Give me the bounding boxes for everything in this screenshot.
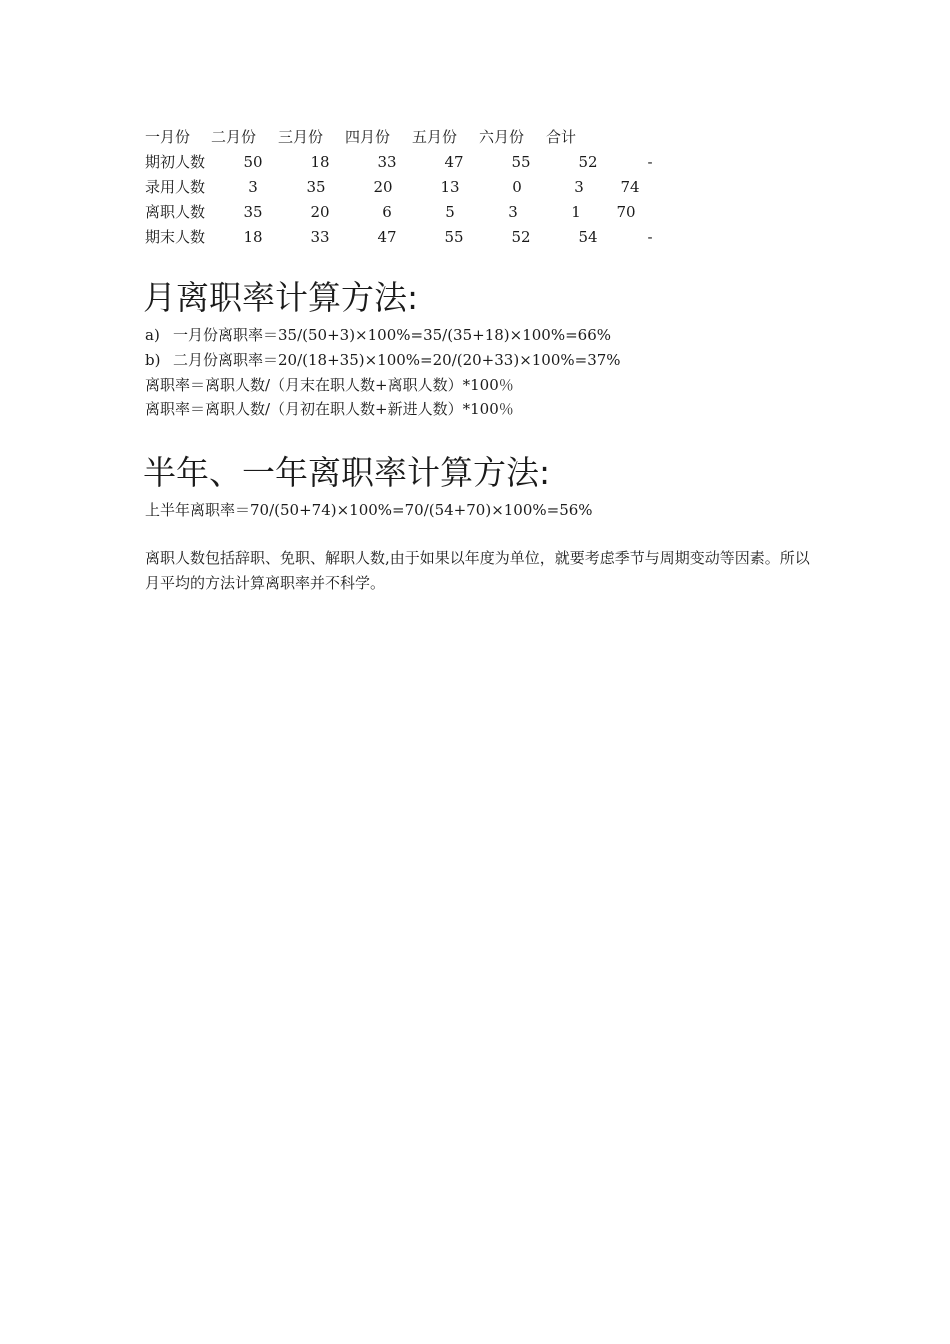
table-cell: 52: [578, 153, 598, 171]
table-cell: 18: [310, 153, 330, 171]
table-cell: 1: [571, 203, 581, 221]
column-header: 四月份: [345, 128, 391, 146]
table-cell: 5: [445, 203, 455, 221]
table-cell: 50: [243, 153, 263, 171]
column-header: 五月份: [412, 128, 458, 146]
table-cell: 0: [512, 178, 522, 196]
list-marker: a): [145, 326, 160, 344]
table-cell: 18: [243, 228, 263, 246]
table-cell: 47: [444, 153, 464, 171]
column-header: 一月份: [145, 128, 191, 146]
list-item: [145, 324, 611, 346]
column-header: 二月份: [211, 128, 257, 146]
table-cell: 74: [620, 178, 640, 196]
table-cell: 55: [444, 228, 464, 246]
column-header: 六月份: [479, 128, 525, 146]
table-cell: 20: [373, 178, 393, 196]
formula-text: 一月份离职率＝35/(50+3)×100%=35/(35+18)×100%=66%: [173, 326, 612, 344]
formula-line: 上半年离职率＝70/(50+74)×100%=70/(54+70)×100%=56%: [145, 501, 593, 519]
table-cell: 33: [377, 153, 397, 171]
monthly-rate-heading: 月离职率计算方法:: [143, 278, 419, 317]
table-cell: 3: [248, 178, 258, 196]
table-cell: 3: [508, 203, 518, 221]
table-cell: -: [647, 228, 653, 246]
note-paragraph: 离职人数包括辞职、免职、解职人数,由于如果以年度为单位，就要考虑季节与周期变动等因素。所以月平均的方法计算离职率并不科学。: [145, 549, 810, 592]
formula-text: 二月份离职率＝20/(18+35)×100%=20/(20+33)×100%=37%: [173, 351, 621, 369]
row-label: 期初人数: [145, 153, 206, 171]
table-cell: 6: [382, 203, 392, 221]
row-label: 期末人数: [145, 228, 206, 246]
row-label: 录用人数: [145, 178, 206, 196]
table-cell: 20: [310, 203, 330, 221]
table-cell: 33: [310, 228, 330, 246]
formula-line: 离职率＝离职人数/（月末在职人数+离职人数）*100％: [145, 376, 514, 394]
table-cell: 47: [377, 228, 397, 246]
row-label: 离职人数: [145, 203, 206, 221]
list-item: [145, 349, 621, 371]
table-cell: 35: [243, 203, 263, 221]
halfyear-rate-heading: 半年、一年离职率计算方法:: [143, 453, 551, 492]
table-cell: 54: [578, 228, 598, 246]
table-cell: 35: [306, 178, 326, 196]
table-cell: 70: [616, 203, 636, 221]
table-cell: 13: [440, 178, 460, 196]
column-header: 合计: [546, 128, 577, 146]
table-cell: -: [647, 153, 653, 171]
table-cell: 55: [511, 153, 531, 171]
table-cell: 52: [511, 228, 531, 246]
formula-line: 离职率＝离职人数/（月初在职人数+新进人数）*100％: [145, 400, 514, 418]
table-cell: 3: [574, 178, 584, 196]
list-marker: b): [145, 351, 161, 369]
column-header: 三月份: [278, 128, 324, 146]
